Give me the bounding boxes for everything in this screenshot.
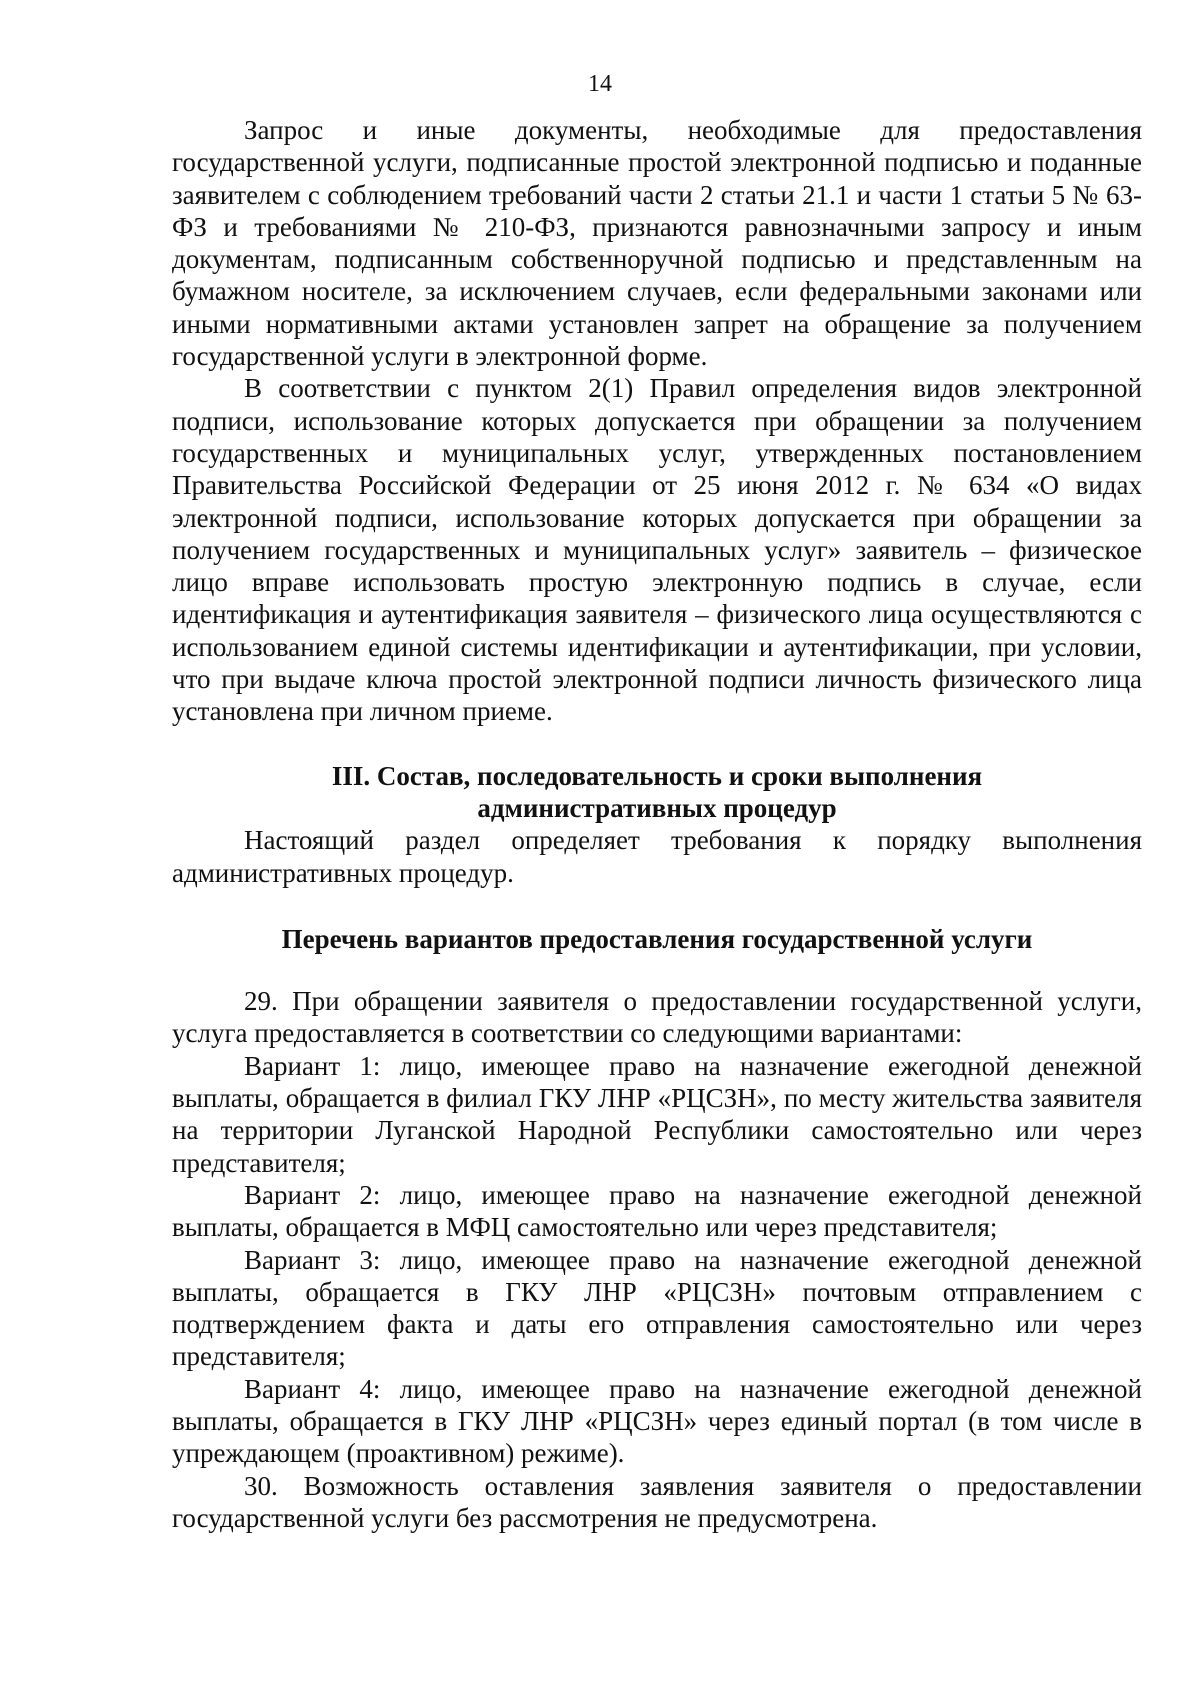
page-number: 14: [588, 71, 612, 97]
variant-2: Вариант 2: лицо, имеющее право на назначение ежегодной денежной выплаты, обращается в МФЦ самостоятельно или через представителя;: [172, 1179, 1142, 1243]
variant-1: Вариант 1: лицо, имеющее право на назначение ежегодной денежной выплаты, обращается в филиал ГКУ ЛНР «РЦСЗН», по месту жительства заявителя на территории Луганской Народной Республики самостоятельно или через представителя;: [172, 1050, 1142, 1178]
document-body: [172, 114, 1142, 1534]
section-3-heading-line-1: III. Состав, последовательность и сроки выполнения: [331, 760, 983, 791]
variant-4: Вариант 4: лицо, имеющее право на назначение ежегодной денежной выплаты, обращается в ГКУ ЛНР «РЦСЗН» через единый портал (в том числе в упреждающем (проактивном) режиме).: [172, 1373, 1142, 1469]
section-3-intro: Настоящий раздел определяет требования к порядку выполнения административных процедур.: [172, 825, 1142, 888]
paragraph-30: 30. Возможность оставления заявления заявителя о предоставлении государственной услуги без рассмотрения не предусмотрена.: [172, 1470, 1142, 1533]
paragraph-electronic-signature-equivalence: Запрос и иные документы, необходимые для предоставления государственной услуги, подписанные простой электронной подписью и поданные заявителем с соблюдением требований части 2 статьи 21.1 и части 1 статьи 5 № 63-ФЗ и требованиями № 210-ФЗ, признаются равнозначными запросу и иным документам, подписанным собственноручной подписью и представленным на бумажном носителе, за исключением случаев, если федеральными законами или иными нормативными актами установлен запрет на обращение за получением государственной услуги в электронной форме.: [172, 115, 1142, 372]
section-3-heading: [172, 760, 1142, 825]
variant-3: Вариант 3: лицо, имеющее право на назначение ежегодной денежной выплаты, обращается в ГКУ ЛНР «РЦСЗН» почтовым отправлением с подтверждением факта и даты его отправления самостоятельно или через представителя;: [172, 1244, 1142, 1372]
variants-heading: Перечень вариантов предоставления государственной услуги: [281, 923, 1033, 954]
paragraph-simple-electronic-signature-rules: В соответствии с пунктом 2(1) Правил определения видов электронной подписи, использование которых допускается при обращении за получением государственных и муниципальных услуг, утвержденных постановлением Правительства Российской Федерации от 25 июня 2012 г. № 634 «О видах электронной подписи, использование которых допускается при обращении за получением государственных и муниципальных услуг» заявитель – физическое лицо вправе использовать простую электронную подпись в случае, если идентификация и аутентификация заявителя – физического лица осуществляются с использованием единой системы идентификации и аутентификации, при условии, что при выдаче ключа простой электронной подписи личность физического лица установлена при личном приеме.: [172, 373, 1142, 727]
section-3-heading-line-2: административных процедур: [477, 792, 837, 823]
paragraph-29: 29. При обращении заявителя о предоставлении государственной услуги, услуга предоставляется в соответствии со следующими вариантами:: [172, 986, 1142, 1049]
